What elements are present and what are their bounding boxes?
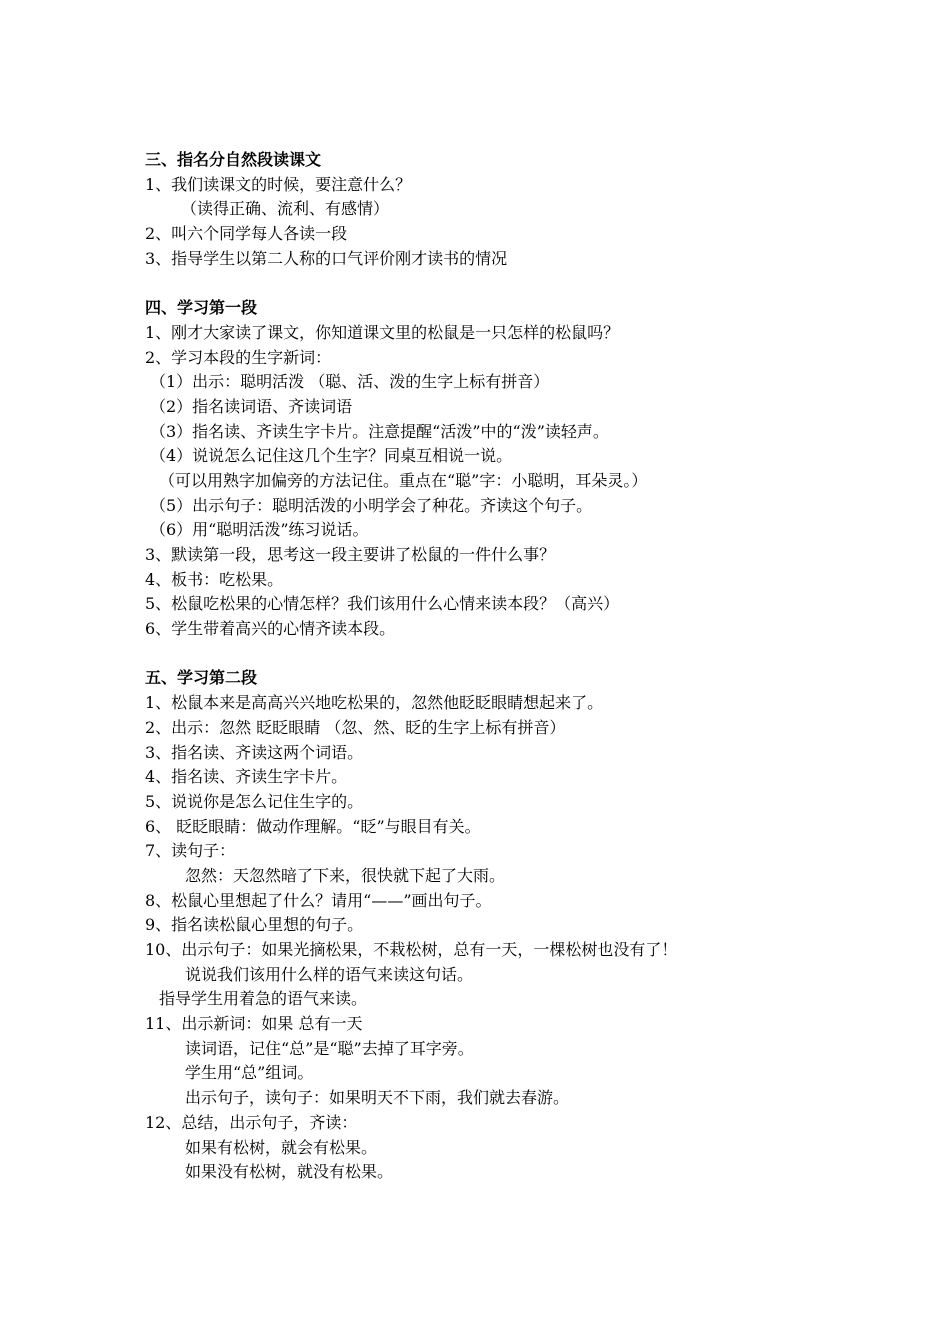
text-line: 5、松鼠吃松果的心情怎样？我们该用什么心情来读本段？（高兴）: [145, 594, 620, 614]
text-line: 3、默读第一段，思考这一段主要讲了松鼠的一件什么事？: [145, 545, 556, 564]
text-line: 2、出示：忽然 眨眨眼睛 （忽、然、眨的生字上标有拼音）: [145, 717, 566, 737]
text-line: 读词语，记住“总”是“聪”去掉了耳字旁。: [185, 1038, 474, 1058]
text-line: 学生用“总”组词。: [185, 1063, 314, 1083]
text-line: （读得正确、流利、有感情）: [181, 199, 390, 219]
text-line: 3、指导学生以第二人称的口气评价刚才读书的情况: [145, 248, 508, 268]
text-line: 如果有松树，就会有松果。: [185, 1137, 378, 1157]
text-line: 2、学习本段的生字新词：: [145, 347, 332, 367]
text-line: （4）说说怎么记住这几个生字？同桌互相说一说。: [150, 446, 513, 466]
document-page: [145, 148, 845, 1185]
text-line: 8、松鼠心里想起了什么？请用“——”画出句子。: [145, 890, 492, 910]
text-line: 10、出示句子：如果光摘松果，不栽松树，总有一天，一棵松树也没有了！: [145, 940, 678, 959]
text-line: 忽然：天忽然暗了下来，很快就下起了大雨。: [185, 865, 506, 885]
text-line: 11、出示新词：如果 总有一天: [145, 1014, 363, 1034]
text-line: （1）出示：聪明活泼 （聪、活、泼的生字上标有拼音）: [150, 372, 550, 392]
section-heading: 四、学习第一段: [145, 298, 258, 318]
text-line: （2）指名读词语、齐读词语: [150, 396, 353, 416]
text-line: 指导学生用着急的语气来读。: [159, 989, 368, 1009]
text-line: （可以用熟字加偏旁的方法记住。重点在“聪”字：小聪明，耳朵灵。）: [159, 470, 648, 490]
section-heading: 五、学习第二段: [145, 668, 258, 688]
text-line: 说说我们该用什么样的语气来读这句话。: [185, 964, 474, 984]
spacer: [145, 642, 845, 667]
text-line: 3、指名读、齐读这两个词语。: [145, 742, 364, 762]
text-line: 9、指名读松鼠心里想的句子。: [145, 915, 364, 935]
section-heading: 三、指名分自然段读课文: [145, 150, 322, 169]
text-line: 出示句子，读句子：如果明天不下雨，我们就去春游。: [185, 1088, 570, 1108]
text-line: 6、学生带着高兴的心情齐读本段。: [145, 619, 396, 639]
text-line: 4、板书：吃松果。: [145, 569, 284, 589]
text-line: 2、叫六个同学每人各读一段: [145, 224, 348, 244]
text-line: 1、松鼠本来是高高兴兴地吃松果的，忽然他眨眨眼睛想起来了。: [145, 693, 604, 713]
text-line: 4、指名读、齐读生字卡片。: [145, 767, 348, 787]
text-line: 6、 眨眨眼睛：做动作理解。“眨”与眼目有关。: [145, 816, 481, 836]
text-line: 5、说说你是怎么记住生字的。: [145, 791, 364, 811]
text-line: （5）出示句子：聪明活泼的小明学会了种花。齐读这个句子。: [150, 495, 593, 515]
text-line: 1、刚才大家读了课文，你知道课文里的松鼠是一只怎样的松鼠吗？: [145, 322, 620, 342]
spacer: [145, 271, 845, 296]
text-line: （3）指名读、齐读生字卡片。注意提醒“活泼”中的“泼”读轻声。: [150, 421, 609, 441]
text-line: 12、总结，出示句子，齐读：: [145, 1112, 358, 1132]
text-line: 7、读句子：: [145, 841, 236, 861]
text-line: 如果没有松树，就没有松果。: [185, 1162, 394, 1182]
text-line: 1、我们读课文的时候，要注意什么？: [145, 174, 412, 194]
text-line: （6）用“聪明活泼”练习说话。: [150, 520, 369, 540]
